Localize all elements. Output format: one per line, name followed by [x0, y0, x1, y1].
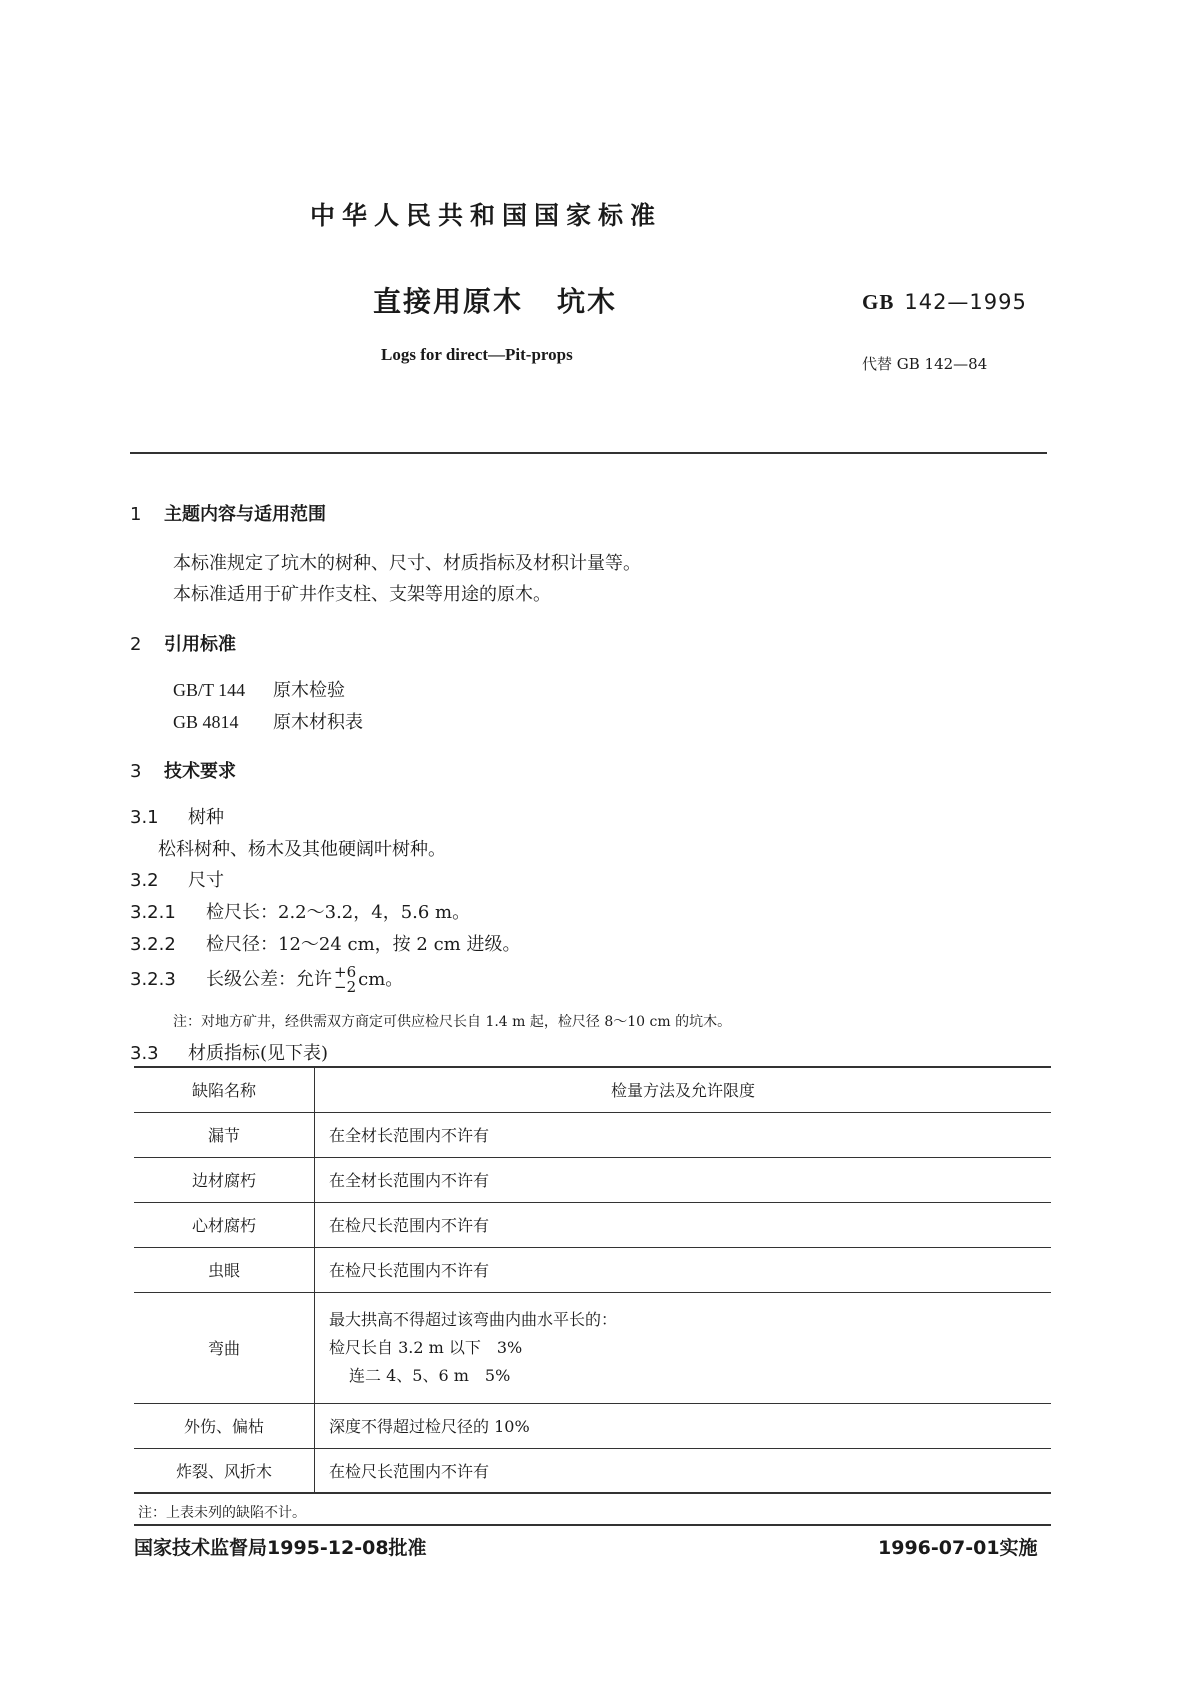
section-number: 3.2: [130, 870, 159, 891]
table-row: [134, 1448, 1051, 1493]
section-3-1-heading: [130, 803, 224, 829]
reference-name: 原木检验: [273, 680, 345, 701]
section-number: 2: [130, 634, 142, 655]
section-3-2-3: [130, 965, 403, 995]
defect-name: 漏节: [134, 1112, 315, 1157]
replaces-standard: 代替 GB 142—84: [862, 355, 988, 373]
section-title: 材质指标(见下表): [188, 1043, 329, 1064]
tolerance-plus: +6: [334, 963, 357, 981]
table-row: [134, 1157, 1051, 1202]
section-title: 技术要求: [164, 761, 236, 782]
defect-rule: 在全材长范围内不许有: [329, 1126, 490, 1145]
table-header-row: [134, 1067, 1051, 1112]
header-divider: [130, 452, 1047, 454]
table-row: [134, 1247, 1051, 1292]
defect-name: 虫眼: [134, 1247, 315, 1292]
tolerance-fraction: [334, 965, 356, 995]
section-3-heading: [130, 757, 236, 783]
section-number: 3.2.2: [130, 934, 176, 955]
section-number: 3.2.3: [130, 969, 176, 990]
defect-name: 外伤、偏枯: [134, 1403, 315, 1448]
section-title: 主题内容与适用范围: [164, 504, 326, 525]
table-note: 注：上表未列的缺陷不计。: [138, 1505, 306, 1521]
title-part-1: 直接用原木: [373, 285, 524, 318]
english-title: Logs for direct—Pit-props: [381, 345, 573, 364]
section-number: 1: [130, 504, 142, 525]
reference-code: GB 4814: [173, 712, 239, 732]
defect-rule: 在检尺长范围内不许有: [329, 1261, 490, 1280]
column-header-defect: 缺陷名称: [134, 1067, 315, 1112]
section-1-paragraph: 本标准适用于矿井作支柱、支架等用途的原木。: [173, 584, 551, 605]
section-title: 尺寸: [188, 870, 224, 891]
reference-name: 原木材积表: [273, 712, 363, 733]
section-2-heading: [130, 630, 236, 656]
reference-item: [173, 708, 363, 734]
standard-code: [862, 290, 1027, 315]
defect-rule: 在检尺长范围内不许有: [329, 1216, 490, 1235]
section-number: 3.2.1: [130, 902, 176, 923]
rule-line: 检尺长自 3.2 m 以下 3%: [329, 1337, 523, 1357]
defect-rule: [315, 1292, 1052, 1403]
column-header-method: 检量方法及允许限度: [610, 1081, 755, 1101]
defect-name: 心材腐朽: [134, 1202, 315, 1247]
code-prefix: GB: [862, 290, 895, 314]
defect-rule: 在全材长范围内不许有: [329, 1171, 490, 1190]
reference-code: GB/T 144: [173, 680, 246, 700]
material-quality-table: [134, 1066, 1051, 1494]
rule-line: 连二 4、5、6 m 5%: [349, 1365, 511, 1385]
footer-divider: [134, 1524, 1051, 1526]
section-3-2-heading: [130, 866, 224, 892]
code-number: 142—1995: [904, 290, 1027, 314]
section-1-paragraph: 本标准规定了坑木的树种、尺寸、材质指标及材积计量等。: [173, 553, 641, 574]
reference-item: [173, 676, 345, 702]
section-number: 3: [130, 761, 142, 782]
implementation-date: 1996-07-01实施: [878, 1537, 1038, 1559]
section-1-heading: [130, 500, 326, 526]
section-3-2-2: [130, 930, 520, 956]
section-title: 树种: [188, 807, 224, 828]
defect-rule: 在检尺长范围内不许有: [329, 1461, 490, 1481]
section-text: 检尺长：2.2～3.2，4，5.6 m。: [206, 902, 471, 923]
table-row: [134, 1112, 1051, 1157]
defect-name: 弯曲: [134, 1292, 315, 1403]
section-title: 引用标准: [164, 634, 236, 655]
section-number: 3.3: [130, 1043, 159, 1064]
rule-line: 最大拱高不得超过该弯曲内曲水平长的：: [329, 1309, 618, 1329]
defect-name: 边材腐朽: [134, 1157, 315, 1202]
tolerance-minus: −2: [334, 978, 357, 996]
approval-date: 国家技术监督局1995-12-08批准: [134, 1537, 427, 1559]
national-standard-header: 中华人民共和国国家标准: [310, 201, 663, 230]
document-title: [373, 280, 617, 320]
note: 注：对地方矿井，经供需双方商定可供应检尺长自 1.4 m 起，检尺径 8～10 cm 的坑木。: [173, 1014, 732, 1030]
section-3-3-heading: [130, 1039, 328, 1065]
section-text: 长级公差：允许: [206, 969, 332, 990]
defect-name: 炸裂、风折木: [134, 1448, 315, 1493]
section-number: 3.1: [130, 807, 159, 828]
table-row: [134, 1202, 1051, 1247]
section-3-2-1: [130, 898, 470, 924]
table-row: [134, 1292, 1051, 1403]
defect-rule: 深度不得超过检尺径的 10%: [329, 1417, 530, 1436]
section-text: 检尺径：12～24 cm，按 2 cm 进级。: [206, 934, 521, 955]
section-text-unit: cm。: [358, 969, 404, 990]
table-row: [134, 1403, 1051, 1448]
title-part-2: 坑木: [557, 285, 618, 318]
section-3-1-text: 松科树种、杨木及其他硬阔叶树种。: [158, 839, 446, 860]
